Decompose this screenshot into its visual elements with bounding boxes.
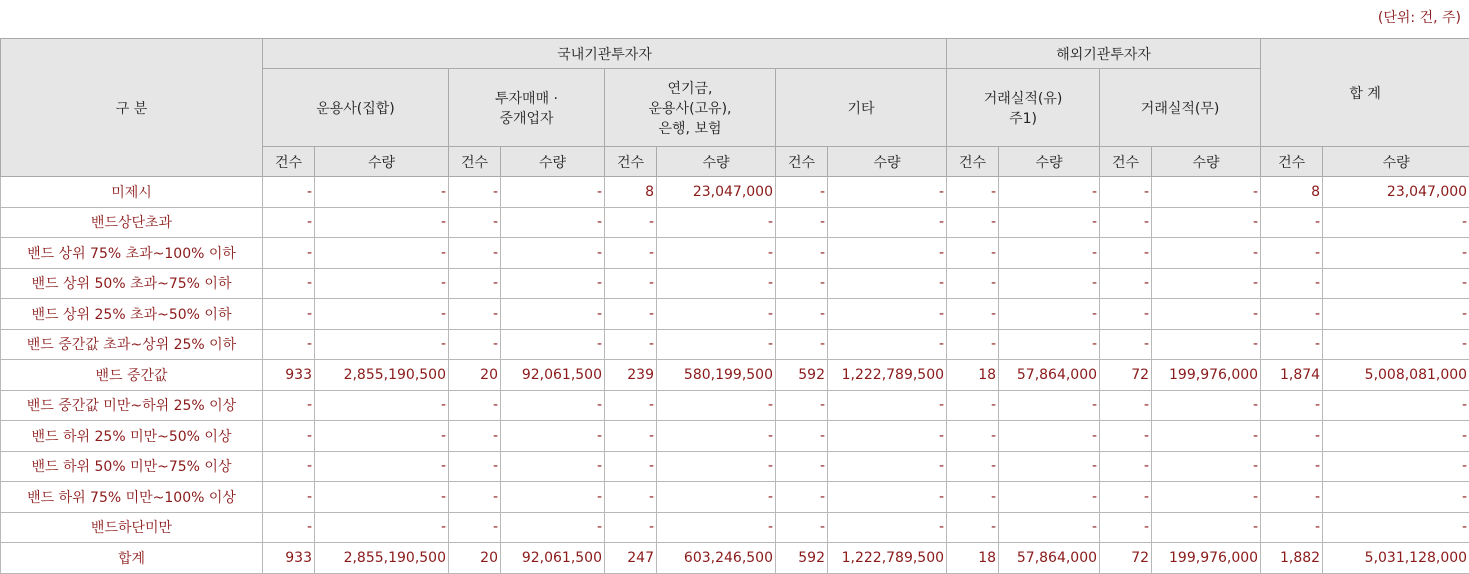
header-quantity: 수량 — [315, 147, 449, 177]
quantity-cell: - — [315, 238, 449, 269]
count-cell: - — [449, 451, 501, 482]
table-row — [1, 543, 1469, 574]
count-cell: - — [1261, 329, 1323, 360]
quantity-cell: - — [828, 299, 947, 330]
table-row — [1, 512, 1469, 543]
quantity-cell: - — [1152, 207, 1261, 238]
quantity-cell: 92,061,500 — [501, 360, 605, 391]
count-cell: - — [1261, 390, 1323, 421]
quantity-cell: - — [1323, 390, 1469, 421]
quantity-cell: - — [999, 512, 1100, 543]
quantity-cell: 2,855,190,500 — [315, 543, 449, 574]
count-cell: - — [947, 482, 999, 513]
quantity-cell: - — [657, 512, 776, 543]
quantity-cell: - — [828, 177, 947, 208]
count-cell: - — [947, 177, 999, 208]
count-cell: 72 — [1100, 543, 1152, 574]
row-label: 밴드 하위 25% 미만~50% 이상 — [1, 421, 263, 452]
header-record-yes-line1: 거래실적(유) — [949, 88, 1097, 108]
quantity-cell: 92,061,500 — [501, 543, 605, 574]
count-cell: - — [947, 299, 999, 330]
count-cell: - — [1100, 421, 1152, 452]
count-cell: 239 — [605, 360, 657, 391]
quantity-cell: - — [828, 451, 947, 482]
header-pension-line2: 운용사(고유), — [607, 98, 773, 118]
quantity-cell: - — [501, 390, 605, 421]
header-count: 건수 — [263, 147, 315, 177]
quantity-cell: 1,222,789,500 — [828, 543, 947, 574]
count-cell: - — [263, 482, 315, 513]
quantity-cell: - — [501, 512, 605, 543]
count-cell: - — [1100, 390, 1152, 421]
count-cell: - — [449, 512, 501, 543]
count-cell: - — [605, 421, 657, 452]
row-label: 밴드 하위 50% 미만~75% 이상 — [1, 451, 263, 482]
header-count: 건수 — [605, 147, 657, 177]
header-total: 합 계 — [1261, 39, 1469, 147]
row-label: 합계 — [1, 543, 263, 574]
count-cell: - — [1261, 207, 1323, 238]
count-cell: - — [449, 268, 501, 299]
quantity-cell: - — [1323, 329, 1469, 360]
count-cell: 592 — [776, 360, 828, 391]
header-category: 구 분 — [1, 39, 263, 177]
quantity-cell: - — [828, 482, 947, 513]
count-cell: - — [1100, 207, 1152, 238]
count-cell: - — [605, 482, 657, 513]
row-label: 밴드 중간값 미만~하위 25% 이상 — [1, 390, 263, 421]
quantity-cell: - — [315, 299, 449, 330]
count-cell: - — [776, 177, 828, 208]
header-pension-line3: 은행, 보험 — [607, 118, 773, 138]
count-cell: - — [947, 451, 999, 482]
count-cell: - — [605, 268, 657, 299]
count-cell: - — [605, 390, 657, 421]
count-cell: - — [776, 268, 828, 299]
row-label: 밴드하단미만 — [1, 512, 263, 543]
count-cell: - — [947, 238, 999, 269]
quantity-cell: 199,976,000 — [1152, 360, 1261, 391]
quantity-cell: - — [999, 238, 1100, 269]
header-count: 건수 — [1100, 147, 1152, 177]
quantity-cell: - — [657, 238, 776, 269]
count-cell: - — [263, 299, 315, 330]
table-row — [1, 390, 1469, 421]
quantity-cell: - — [1152, 421, 1261, 452]
table-row — [1, 451, 1469, 482]
count-cell: - — [1100, 451, 1152, 482]
quantity-cell: - — [1152, 482, 1261, 513]
count-cell: - — [449, 299, 501, 330]
quantity-cell: - — [501, 329, 605, 360]
quantity-cell: - — [657, 451, 776, 482]
header-count: 건수 — [776, 147, 828, 177]
count-cell: - — [263, 207, 315, 238]
quantity-cell: - — [1323, 238, 1469, 269]
count-cell: 933 — [263, 543, 315, 574]
quantity-cell: - — [657, 329, 776, 360]
quantity-cell: - — [315, 207, 449, 238]
quantity-cell: - — [999, 329, 1100, 360]
count-cell: - — [776, 421, 828, 452]
row-label: 밴드 중간값 — [1, 360, 263, 391]
quantity-cell: 1,222,789,500 — [828, 360, 947, 391]
count-cell: - — [947, 512, 999, 543]
quantity-cell: - — [501, 177, 605, 208]
count-cell: - — [776, 238, 828, 269]
quantity-cell: - — [999, 299, 1100, 330]
header-quantity: 수량 — [1323, 147, 1469, 177]
quantity-cell: - — [1152, 512, 1261, 543]
count-cell: - — [1100, 482, 1152, 513]
table-row — [1, 238, 1469, 269]
header-quantity: 수량 — [1152, 147, 1261, 177]
count-cell: - — [263, 390, 315, 421]
count-cell: - — [947, 421, 999, 452]
count-cell: - — [1261, 512, 1323, 543]
count-cell: - — [263, 451, 315, 482]
count-cell: - — [263, 329, 315, 360]
header-broker-line2: 중개업자 — [451, 108, 602, 128]
table-row — [1, 177, 1469, 208]
quantity-cell: - — [501, 421, 605, 452]
count-cell: 933 — [263, 360, 315, 391]
quantity-cell: - — [999, 390, 1100, 421]
quantity-cell: - — [1152, 299, 1261, 330]
count-cell: - — [605, 207, 657, 238]
quantity-cell: - — [828, 268, 947, 299]
quantity-cell: - — [657, 421, 776, 452]
quantity-cell: 603,246,500 — [657, 543, 776, 574]
count-cell: - — [1261, 421, 1323, 452]
quantity-cell: - — [501, 451, 605, 482]
quantity-cell: - — [657, 299, 776, 330]
count-cell: 20 — [449, 543, 501, 574]
quantity-cell: - — [999, 268, 1100, 299]
header-domestic: 국내기관투자자 — [263, 39, 947, 69]
count-cell: - — [263, 421, 315, 452]
quantity-cell: - — [1152, 329, 1261, 360]
quantity-cell: - — [828, 207, 947, 238]
quantity-cell: - — [1323, 512, 1469, 543]
row-label: 밴드 중간값 초과~상위 25% 이하 — [1, 329, 263, 360]
header-pension — [605, 69, 776, 147]
quantity-cell: - — [1152, 238, 1261, 269]
quantity-cell: - — [1323, 421, 1469, 452]
row-label: 미제시 — [1, 177, 263, 208]
quantity-cell: - — [999, 482, 1100, 513]
quantity-cell: - — [1152, 268, 1261, 299]
quantity-cell: - — [1152, 451, 1261, 482]
count-cell: - — [605, 451, 657, 482]
header-quantity: 수량 — [657, 147, 776, 177]
quantity-cell: 23,047,000 — [1323, 177, 1469, 208]
quantity-cell: - — [315, 329, 449, 360]
quantity-cell: - — [657, 268, 776, 299]
quantity-cell: - — [1152, 177, 1261, 208]
count-cell: - — [449, 329, 501, 360]
quantity-cell: - — [501, 268, 605, 299]
quantity-cell: - — [501, 207, 605, 238]
header-count: 건수 — [1261, 147, 1323, 177]
quantity-cell: - — [999, 177, 1100, 208]
quantity-cell: - — [828, 238, 947, 269]
count-cell: - — [449, 421, 501, 452]
quantity-cell: - — [999, 421, 1100, 452]
quantity-cell: - — [315, 177, 449, 208]
count-cell: - — [1261, 268, 1323, 299]
count-cell: - — [1261, 238, 1323, 269]
row-label: 밴드 상위 50% 초과~75% 이하 — [1, 268, 263, 299]
count-cell: - — [1100, 512, 1152, 543]
quantity-cell: - — [315, 512, 449, 543]
count-cell: - — [1100, 299, 1152, 330]
quantity-cell: - — [828, 421, 947, 452]
quantity-cell: - — [1152, 390, 1261, 421]
count-cell: - — [776, 207, 828, 238]
count-cell: - — [1261, 451, 1323, 482]
header-record-no: 거래실적(무) — [1100, 69, 1261, 147]
quantity-cell: - — [315, 390, 449, 421]
quantity-cell: - — [315, 451, 449, 482]
quantity-cell: - — [501, 238, 605, 269]
quantity-cell: - — [999, 207, 1100, 238]
count-cell: - — [1100, 177, 1152, 208]
count-cell: - — [1100, 238, 1152, 269]
count-cell: - — [776, 482, 828, 513]
header-record-yes — [947, 69, 1100, 147]
row-label: 밴드 상위 25% 초과~50% 이하 — [1, 299, 263, 330]
row-label: 밴드 하위 75% 미만~100% 이상 — [1, 482, 263, 513]
table-row — [1, 360, 1469, 391]
header-broker — [449, 69, 605, 147]
quantity-cell: - — [657, 482, 776, 513]
count-cell: 20 — [449, 360, 501, 391]
table-row — [1, 329, 1469, 360]
count-cell: - — [263, 512, 315, 543]
header-quantity: 수량 — [999, 147, 1100, 177]
count-cell: - — [605, 512, 657, 543]
count-cell: - — [776, 512, 828, 543]
count-cell: 1,882 — [1261, 543, 1323, 574]
count-cell: 72 — [1100, 360, 1152, 391]
count-cell: - — [947, 268, 999, 299]
header-quantity: 수량 — [828, 147, 947, 177]
count-cell: - — [1261, 482, 1323, 513]
quantity-cell: - — [501, 482, 605, 513]
count-cell: 18 — [947, 360, 999, 391]
count-cell: - — [947, 390, 999, 421]
row-label: 밴드 상위 75% 초과~100% 이하 — [1, 238, 263, 269]
quantity-cell: 199,976,000 — [1152, 543, 1261, 574]
count-cell: 592 — [776, 543, 828, 574]
header-broker-line1: 투자매매 · — [451, 88, 602, 108]
header-quantity: 수량 — [501, 147, 605, 177]
table-row — [1, 268, 1469, 299]
count-cell: - — [776, 299, 828, 330]
quantity-cell: - — [828, 390, 947, 421]
count-cell: - — [605, 299, 657, 330]
header-record-yes-line2: 주1) — [949, 108, 1097, 128]
count-cell: - — [1261, 299, 1323, 330]
count-cell: - — [449, 238, 501, 269]
count-cell: - — [449, 482, 501, 513]
count-cell: - — [449, 390, 501, 421]
table-row — [1, 421, 1469, 452]
count-cell: - — [1100, 329, 1152, 360]
count-cell: 247 — [605, 543, 657, 574]
quantity-cell: - — [1323, 268, 1469, 299]
count-cell: - — [605, 329, 657, 360]
count-cell: 18 — [947, 543, 999, 574]
quantity-cell: - — [657, 390, 776, 421]
count-cell: - — [947, 329, 999, 360]
count-cell: - — [776, 329, 828, 360]
quantity-cell: 2,855,190,500 — [315, 360, 449, 391]
unit-note: (단위: 건, 주) — [0, 0, 1469, 38]
count-cell: - — [263, 268, 315, 299]
quantity-cell: 57,864,000 — [999, 543, 1100, 574]
quantity-cell: 57,864,000 — [999, 360, 1100, 391]
quantity-cell: - — [1323, 299, 1469, 330]
count-cell: - — [449, 207, 501, 238]
quantity-cell: - — [315, 482, 449, 513]
count-cell: 1,874 — [1261, 360, 1323, 391]
header-count: 건수 — [947, 147, 999, 177]
count-cell: - — [449, 177, 501, 208]
quantity-cell: 5,031,128,000 — [1323, 543, 1469, 574]
header-foreign: 해외기관투자자 — [947, 39, 1261, 69]
count-cell: - — [263, 177, 315, 208]
quantity-cell: - — [1323, 451, 1469, 482]
table-row — [1, 299, 1469, 330]
quantity-cell: - — [315, 421, 449, 452]
quantity-cell: - — [657, 207, 776, 238]
header-pension-line1: 연기금, — [607, 78, 773, 98]
header-other: 기타 — [776, 69, 947, 147]
demand-forecast-table — [0, 38, 1469, 574]
count-cell: 8 — [605, 177, 657, 208]
quantity-cell: - — [828, 329, 947, 360]
quantity-cell: - — [1323, 482, 1469, 513]
count-cell: - — [947, 207, 999, 238]
header-asset-mgmt: 운용사(집합) — [263, 69, 449, 147]
quantity-cell: 580,199,500 — [657, 360, 776, 391]
table-row — [1, 207, 1469, 238]
quantity-cell: - — [1323, 207, 1469, 238]
quantity-cell: - — [501, 299, 605, 330]
quantity-cell: - — [828, 512, 947, 543]
row-label: 밴드상단초과 — [1, 207, 263, 238]
header-count: 건수 — [449, 147, 501, 177]
count-cell: - — [776, 451, 828, 482]
quantity-cell: - — [999, 451, 1100, 482]
quantity-cell: 5,008,081,000 — [1323, 360, 1469, 391]
count-cell: - — [776, 390, 828, 421]
count-cell: - — [263, 238, 315, 269]
quantity-cell: - — [315, 268, 449, 299]
table-row — [1, 482, 1469, 513]
quantity-cell: 23,047,000 — [657, 177, 776, 208]
count-cell: 8 — [1261, 177, 1323, 208]
count-cell: - — [605, 238, 657, 269]
count-cell: - — [1100, 268, 1152, 299]
